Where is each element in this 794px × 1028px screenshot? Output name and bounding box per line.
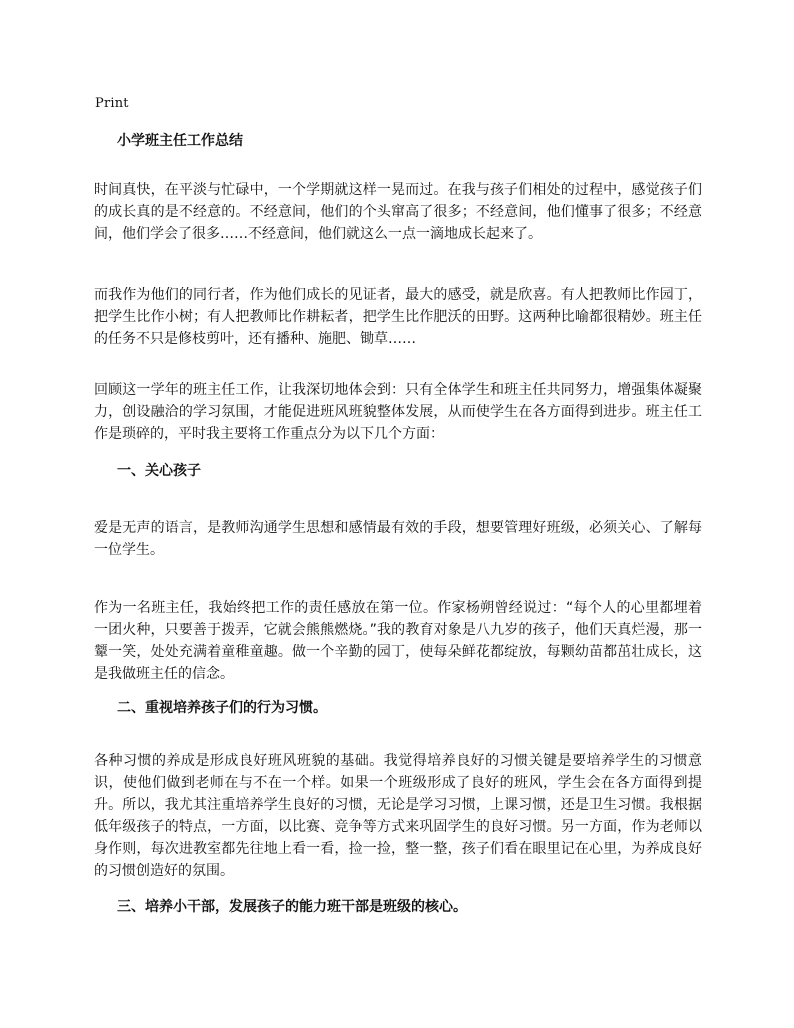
paragraph-love: 爱是无声的语言，是教师沟通学生思想和感情最有效的手段，想要管理好班级，必须关心、了解每一位学生。 [94,520,702,558]
paragraph-review: 回顾这一学年的班主任工作，让我深切地体会到：只有全体学生和班主任共同努力，增强集体凝聚力，创设融洽的学习氛围，才能促进班风班貌整体发展，从而使学生在各方面得到进步。班主任工作是琐碎的，平时我主要将工作重点分为以下几个方面： [94,382,702,442]
section-heading-care: 一、关心孩子 [117,463,201,479]
paragraph-responsibility: 作为一名班主任，我始终把工作的责任感放在第一位。作家杨朔曾经说过：“每个人的心里都埋着一团火种，只要善于拨弄，它就会熊熊燃烧。”我的教育对象是八九岁的孩子，他们天真烂漫，那一颦一笑，处处充满着童稚童趣。做一个辛勤的园丁，使每朵鲜花都绽放，每颗幼苗都茁壮成长，这是我做班主任的信念。 [94,600,702,682]
paragraph-gardener: 而我作为他们的同行者，作为他们成长的见证者，最大的感受，就是欣喜。有人把教师比作园丁，把学生比作小树；有人把教师比作耕耘者，把学生比作肥沃的田野。这两种比喻都很精妙。班主任的任务不只是修枝剪叶，还有播种、施肥、锄草…… [94,287,702,347]
section-heading-cadres: 三、培养小干部，发展孩子的能力班干部是班级的核心。 [117,899,467,915]
paragraph-habits: 各种习惯的养成是形成良好班风班貌的基础。我觉得培养良好的习惯关键是要培养学生的习惯意识，使他们做到老师在与不在一个样。如果一个班级形成了良好的班风，学生会在各方面得到提升。所以，我尤其注重培养学生良好的习惯，无论是学习习惯，上课习惯，还是卫生习惯。我根据低年级孩子的特点，一方面，以比赛、竞争等方式来巩固学生的良好习惯。另一方面，作为老师以身作则，每次进教室都先往地上看一看，捡一捡，整一整，孩子们看在眼里记在心里，为养成良好的习惯创造好的氛围。 [94,753,702,879]
section-heading-habits: 二、重视培养孩子们的行为习惯。 [117,700,327,716]
document-title: 小学班主任工作总结 [117,133,243,149]
print-link[interactable]: Print [95,96,129,111]
paragraph-intro: 时间真快，在平淡与忙碌中，一个学期就这样一晃而过。在我与孩子们相处的过程中，感觉孩子们的成长真的是不经意的。不经意间，他们的个头窜高了很多；不经意间，他们懂事了很多；不经意间，他们学会了很多……不经意间，他们就这么一点一滴地成长起来了。 [94,182,702,242]
